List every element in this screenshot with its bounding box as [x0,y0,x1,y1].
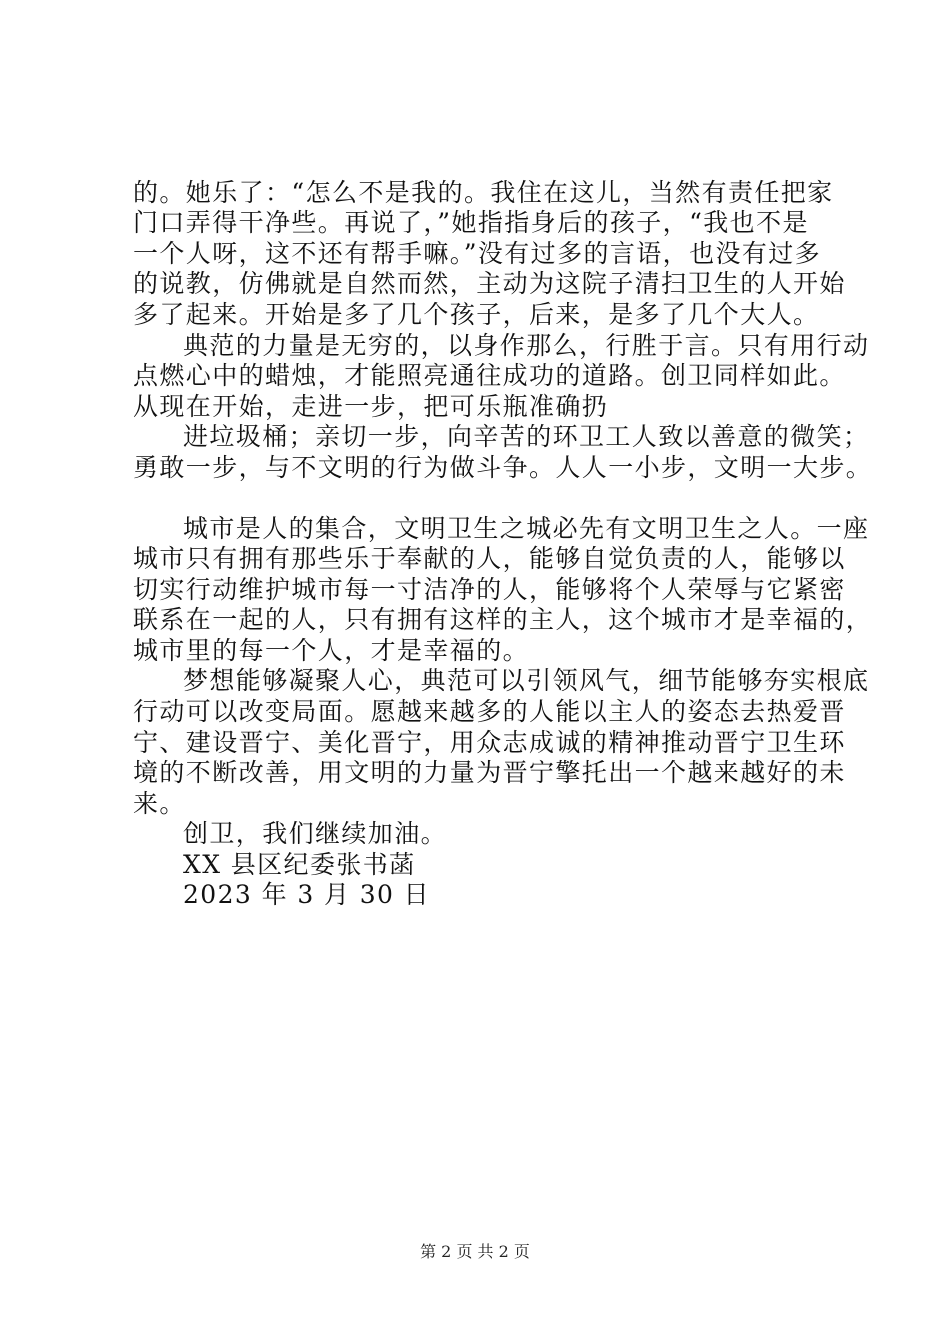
text-line: 典范的力量是无穷的，以身作那么，行胜于言。只有用行动 [183,331,870,360]
text-line: 勇敢一步，与不文明的行为做斗争。人人一小步，文明一大步。 [133,453,873,482]
text-line: 联系在一起的人，只有拥有这样的主人，这个城市才是幸福的， [133,605,873,634]
text-line: 的。她乐了：“怎么不是我的。我住在这儿，当然有责任把家 [133,178,834,207]
text-line: 境的不断改善，用文明的力量为晋宁擎托出一个越来越好的未 [133,758,846,787]
text-line: 切实行动维护城市每一寸洁净的人，能够将个人荣辱与它紧密 [133,575,846,604]
text-line: 多了起来。开始是多了几个孩子，后来，是多了几个大人。 [133,300,820,329]
text-line: 的说教，仿佛就是自然而然，主动为这院子清扫卫生的人开始 [133,269,846,298]
text-line: 门口弄得干净些。再说了，”她指指身后的孩子，“我也不是 [133,208,809,237]
text-line: 梦想能够凝聚人心，典范可以引领风气，细节能够夯实根底 [183,666,870,695]
text-line: 行动可以改变局面。愿越来越多的人能以主人的姿态去热爱晋 [133,697,846,726]
page-number-footer: 第 2 页 共 2 页 [420,1242,530,1261]
text-line: 宁、建设晋宁、美化晋宁，用众志成诚的精神推动晋宁卫生环 [133,728,846,757]
text-line: 创卫，我们继续加油。 [183,819,448,848]
signature-line: XX 县区纪委张书菡 [183,850,416,879]
date-line: 2023 年 3 月 30 日 [183,880,431,909]
text-line: 点燃心中的蜡烛，才能照亮通往成功的道路。创卫同样如此。 [133,361,846,390]
text-line: 城市是人的集合，文明卫生之城必先有文明卫生之人。一座 [183,514,870,543]
text-line: 城市里的每一个人，才是幸福的。 [133,636,530,665]
text-line: 一个人呀，这不还有帮手嘛。”没有过多的言语，也没有过多 [133,239,822,268]
text-line: 城市只有拥有那些乐于奉献的人，能够自觉负责的人，能够以 [133,544,846,573]
text-line: 从现在开始，走进一步，把可乐瓶准确扔 [133,392,609,421]
text-line: 来。 [133,789,186,818]
text-line: 进垃圾桶；亲切一步，向辛苦的环卫工人致以善意的微笑； [183,422,870,451]
